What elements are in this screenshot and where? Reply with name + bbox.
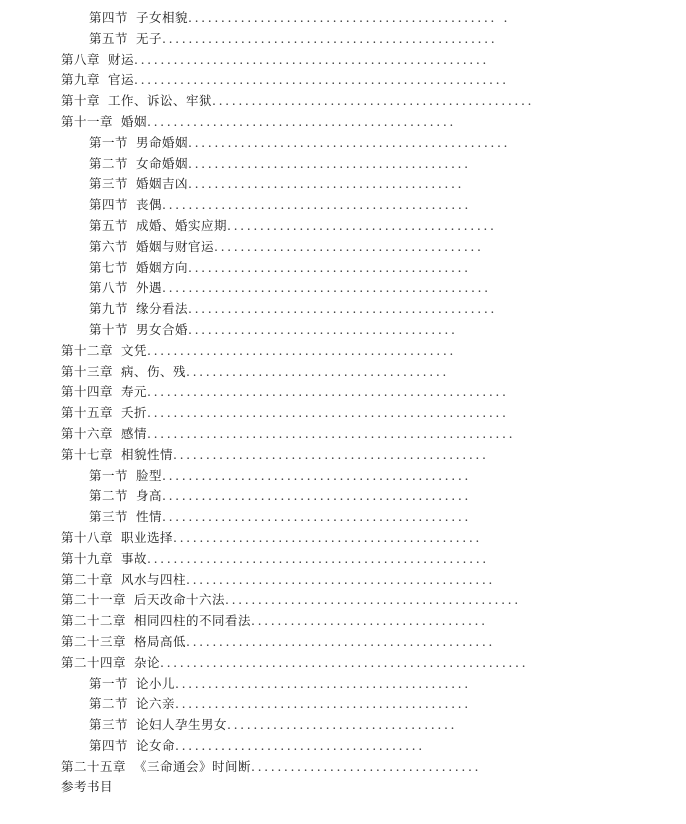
toc-entry-title: 脸型 bbox=[136, 467, 163, 483]
toc-entry-number: 第一节 bbox=[89, 675, 129, 691]
toc-dot-leader: ............................................... bbox=[162, 509, 471, 525]
toc-entry-title: 论小儿 bbox=[136, 675, 176, 691]
toc-entry-title: 身高 bbox=[136, 488, 163, 504]
toc-entry-title: 性情 bbox=[136, 509, 163, 525]
toc-chapter-entry[interactable] bbox=[0, 611, 686, 632]
toc-entry-title: 相貌性情 bbox=[121, 446, 174, 462]
toc-dot-leader: ......................................... bbox=[227, 217, 497, 233]
toc-chapter-entry[interactable] bbox=[0, 112, 686, 133]
toc-section-entry[interactable] bbox=[0, 216, 686, 237]
toc-entry-number: 第十一章 bbox=[61, 113, 114, 129]
toc-entry-number: 第三节 bbox=[89, 717, 129, 733]
toc-entry-number: 第十节 bbox=[89, 321, 129, 337]
toc-entry-number: 第十八章 bbox=[61, 529, 114, 545]
toc-dot-leader: ................................................. bbox=[212, 93, 535, 109]
toc-chapter-entry[interactable] bbox=[0, 403, 686, 424]
toc-entry-number: 第八章 bbox=[61, 51, 101, 67]
toc-entry-title: 杂论 bbox=[134, 654, 161, 670]
toc-dot-leader: .................................................. bbox=[162, 280, 491, 296]
toc-section-entry[interactable] bbox=[0, 174, 686, 195]
toc-dot-leader: ....................................................... bbox=[147, 405, 509, 421]
toc-entry-number: 第四节 bbox=[89, 737, 129, 753]
toc-dot-leader: .................................... bbox=[251, 613, 488, 629]
toc-entry-title: 官运 bbox=[108, 72, 135, 88]
toc-section-entry[interactable] bbox=[0, 674, 686, 695]
toc-entry-number: 第二十五章 bbox=[61, 758, 127, 774]
toc-dot-leader: ......................................... bbox=[214, 238, 484, 254]
toc-chapter-entry[interactable] bbox=[0, 91, 686, 112]
toc-entry-number: 第二十一章 bbox=[61, 592, 127, 608]
toc-entry-title: 论女命 bbox=[136, 737, 176, 753]
toc-chapter-entry[interactable] bbox=[0, 382, 686, 403]
toc-section-entry[interactable] bbox=[0, 715, 686, 736]
toc-dot-leader: ................................... bbox=[251, 758, 482, 774]
toc-entry-title: 缘分看法 bbox=[136, 301, 189, 317]
toc-entry-number: 第五节 bbox=[89, 217, 129, 233]
toc-chapter-entry[interactable] bbox=[0, 528, 686, 549]
toc-dot-leader: .......................................... bbox=[188, 176, 465, 192]
toc-chapter-entry[interactable] bbox=[0, 50, 686, 71]
toc-dot-leader: ............................................... bbox=[186, 571, 495, 587]
toc-dot-leader: ................................... bbox=[227, 717, 458, 733]
toc-entry-title: 婚姻 bbox=[121, 113, 148, 129]
toc-entry-number: 第三节 bbox=[89, 509, 129, 525]
toc-entry-number: 第四节 bbox=[89, 10, 129, 25]
toc-entry-title: 职业选择 bbox=[121, 529, 174, 545]
toc-entry-number: 第六节 bbox=[89, 238, 129, 254]
table-of-contents bbox=[0, 8, 686, 798]
toc-chapter-entry[interactable] bbox=[0, 653, 686, 674]
toc-section-entry[interactable] bbox=[0, 29, 686, 50]
toc-entry-number: 第一节 bbox=[89, 134, 129, 150]
toc-entry-number: 第十五章 bbox=[61, 405, 114, 421]
toc-chapter-entry[interactable] bbox=[0, 777, 686, 798]
toc-dot-leader: ................................................ bbox=[173, 446, 489, 462]
toc-section-entry[interactable] bbox=[0, 486, 686, 507]
toc-dot-leader: ........................................... bbox=[188, 155, 471, 171]
toc-entry-number: 第十四章 bbox=[61, 384, 114, 400]
toc-section-entry[interactable] bbox=[0, 320, 686, 341]
toc-entry-number: 第十六章 bbox=[61, 425, 114, 441]
toc-section-entry[interactable] bbox=[0, 736, 686, 757]
toc-entry-title: 成婚、婚实应期 bbox=[136, 217, 228, 233]
toc-entry-title: 子女相貌 bbox=[136, 10, 189, 25]
toc-entry-title: 风水与四柱 bbox=[121, 571, 187, 587]
toc-dot-leader: ............................................... bbox=[186, 633, 495, 649]
toc-section-entry[interactable] bbox=[0, 278, 686, 299]
toc-entry-number: 参考书目 bbox=[61, 779, 114, 795]
toc-dot-leader: ............................................... bbox=[162, 488, 471, 504]
toc-entry-title: 论六亲 bbox=[136, 696, 176, 712]
toc-dot-leader: ............................................... . bbox=[188, 10, 511, 25]
toc-section-entry[interactable] bbox=[0, 299, 686, 320]
toc-entry-title: 感情 bbox=[121, 425, 148, 441]
toc-entry-title: 《三命通会》时间断 bbox=[134, 758, 252, 774]
toc-section-entry[interactable] bbox=[0, 507, 686, 528]
toc-dot-leader: ................................................. bbox=[188, 134, 511, 150]
toc-chapter-entry[interactable] bbox=[0, 445, 686, 466]
toc-entry-number: 第二节 bbox=[89, 696, 129, 712]
toc-entry-number: 第二节 bbox=[89, 155, 129, 171]
toc-dot-leader: ............................................... bbox=[147, 342, 456, 358]
toc-entry-number: 第四节 bbox=[89, 197, 129, 213]
toc-section-entry[interactable] bbox=[0, 466, 686, 487]
toc-entry-title: 后天改命十六法 bbox=[134, 592, 226, 608]
toc-section-entry[interactable] bbox=[0, 133, 686, 154]
toc-entry-title: 论妇人孕生男女 bbox=[136, 717, 228, 733]
toc-entry-title: 相同四柱的不同看法 bbox=[134, 613, 252, 629]
toc-entry-title: 病、伤、残 bbox=[121, 363, 187, 379]
toc-entry-title: 无子 bbox=[136, 30, 163, 46]
toc-entry-number: 第五节 bbox=[89, 30, 129, 46]
toc-entry-number: 第三节 bbox=[89, 176, 129, 192]
toc-chapter-entry[interactable] bbox=[0, 341, 686, 362]
toc-entry-number: 第二十二章 bbox=[61, 613, 127, 629]
toc-chapter-entry[interactable] bbox=[0, 590, 686, 611]
toc-dot-leader: ............................................. bbox=[225, 592, 521, 608]
toc-entry-title: 事故 bbox=[121, 550, 148, 566]
toc-dot-leader: ......................................................... bbox=[134, 72, 509, 88]
toc-entry-number: 第一节 bbox=[89, 467, 129, 483]
toc-entry-title: 夭折 bbox=[121, 405, 148, 421]
toc-dot-leader: ......................................... bbox=[188, 321, 458, 337]
toc-entry-number: 第八节 bbox=[89, 280, 129, 296]
toc-entry-title: 婚姻方向 bbox=[136, 259, 189, 275]
toc-chapter-entry[interactable] bbox=[0, 632, 686, 653]
toc-entry-title: 寿元 bbox=[121, 384, 148, 400]
toc-entry-number: 第二十章 bbox=[61, 571, 114, 587]
toc-entry-number: 第九节 bbox=[89, 301, 129, 317]
toc-dot-leader: ........................................ bbox=[186, 363, 449, 379]
toc-section-entry[interactable] bbox=[0, 258, 686, 279]
toc-entry-number: 第二节 bbox=[89, 488, 129, 504]
toc-entry-title: 丧偶 bbox=[136, 197, 163, 213]
toc-entry-number: 第二十四章 bbox=[61, 654, 127, 670]
toc-section-entry[interactable] bbox=[0, 694, 686, 715]
toc-entry-number: 第十九章 bbox=[61, 550, 114, 566]
toc-entry-title: 婚姻吉凶 bbox=[136, 176, 189, 192]
toc-chapter-entry[interactable] bbox=[0, 424, 686, 445]
toc-chapter-entry[interactable] bbox=[0, 362, 686, 383]
toc-section-entry[interactable] bbox=[0, 154, 686, 175]
toc-dot-leader: ........................................... bbox=[188, 259, 471, 275]
toc-section-entry[interactable] bbox=[0, 237, 686, 258]
toc-dot-leader: ............................................. bbox=[175, 696, 471, 712]
toc-entry-title: 文凭 bbox=[121, 342, 148, 358]
toc-dot-leader: ....................................................... bbox=[147, 384, 509, 400]
toc-dot-leader: ...................................... bbox=[175, 737, 425, 753]
toc-entry-title: 外遇 bbox=[136, 280, 163, 296]
toc-dot-leader: .................................................... bbox=[147, 550, 489, 566]
toc-entry-number: 第十三章 bbox=[61, 363, 114, 379]
toc-entry-title: 格局高低 bbox=[134, 633, 187, 649]
toc-entry-title: 男命婚姻 bbox=[136, 134, 189, 150]
toc-dot-leader: ............................................... bbox=[147, 113, 456, 129]
toc-dot-leader: ................................................... bbox=[162, 30, 498, 46]
toc-dot-leader: ............................................... bbox=[162, 197, 471, 213]
toc-dot-leader: ...................................................... bbox=[134, 51, 489, 67]
toc-chapter-entry[interactable] bbox=[0, 549, 686, 570]
toc-entry-number: 第七节 bbox=[89, 259, 129, 275]
toc-dot-leader: ............................................... bbox=[188, 301, 497, 317]
toc-chapter-entry[interactable] bbox=[0, 570, 686, 591]
toc-entry-title: 女命婚姻 bbox=[136, 155, 189, 171]
toc-section-entry[interactable] bbox=[0, 195, 686, 216]
toc-dot-leader: ........................................................ bbox=[160, 654, 529, 670]
toc-entry-title: 婚姻与财官运 bbox=[136, 238, 215, 254]
toc-entry-title: 财运 bbox=[108, 51, 135, 67]
toc-entry-title: 工作、诉讼、牢狱 bbox=[108, 93, 213, 109]
toc-dot-leader: ........................................................ bbox=[147, 425, 516, 441]
toc-dot-leader: ............................................... bbox=[162, 467, 471, 483]
toc-entry-number: 第九章 bbox=[61, 72, 101, 88]
toc-chapter-entry[interactable] bbox=[0, 70, 686, 91]
toc-dot-leader: ............................................. bbox=[175, 675, 471, 691]
toc-entry-title: 男女合婚 bbox=[136, 321, 189, 337]
toc-entry-number: 第十七章 bbox=[61, 446, 114, 462]
toc-chapter-entry[interactable] bbox=[0, 757, 686, 778]
toc-dot-leader: ............................................... bbox=[173, 529, 482, 545]
toc-entry-number: 第十章 bbox=[61, 93, 101, 109]
toc-entry-number: 第二十三章 bbox=[61, 633, 127, 649]
toc-entry-number: 第十二章 bbox=[61, 342, 114, 358]
toc-section-entry[interactable] bbox=[0, 8, 686, 29]
